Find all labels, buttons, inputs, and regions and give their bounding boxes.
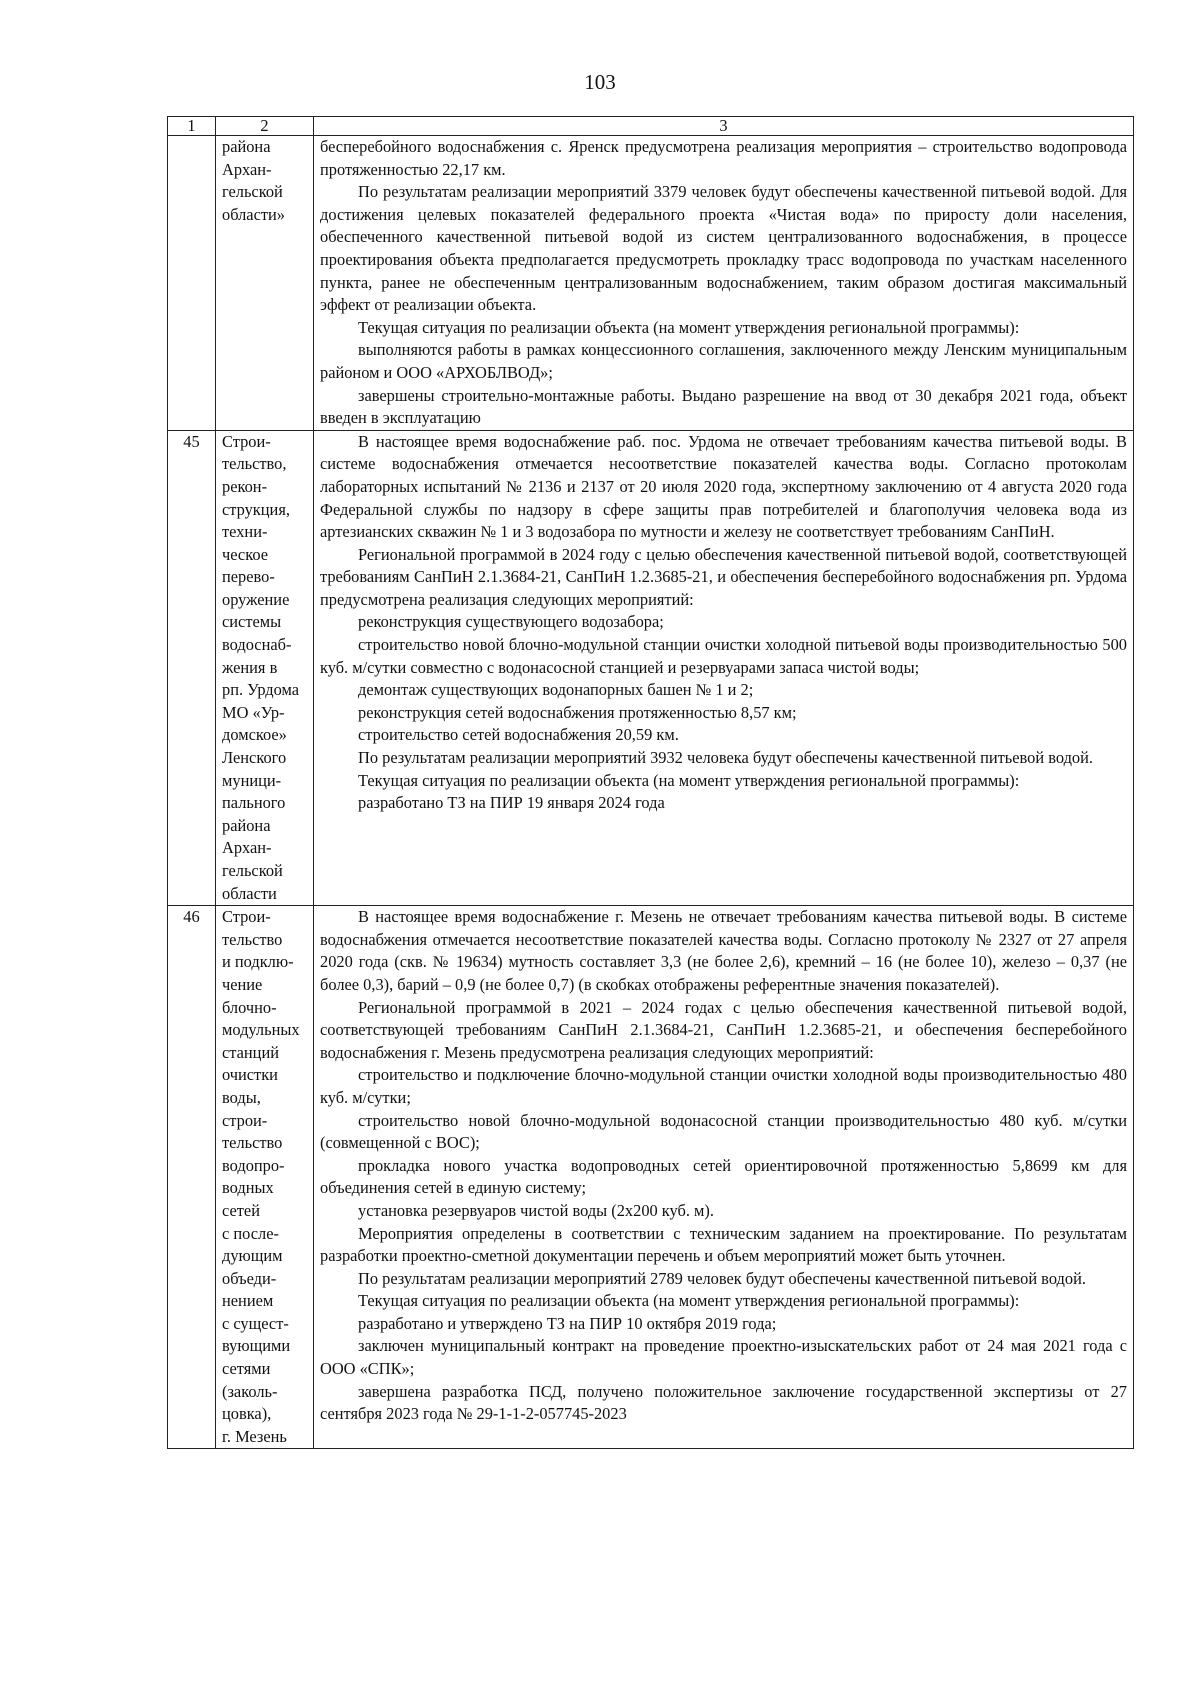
description-paragraph: реконструкция существующего водозабора; [358,612,664,632]
object-name-line: области [222,883,277,903]
table-row [168,430,1134,905]
description-paragraph: разработано ТЗ на ПИР 19 января 2024 года [358,793,665,813]
object-name-line: тельство [222,929,283,949]
description-paragraph: Региональной программой в 2024 году с целью обеспечения качественной питьевой водой, соответствующей требованиям СанПиН 2.1.3684-21, СанПиН 1.2.3685-21, и обеспечения бесперебойного водоснабжения рп. Урдома предусмотрена реализация следующих мероприятий: [320,544,1127,609]
object-name-line: водоснаб- [222,635,292,655]
description-paragraph: Текущая ситуация по реализации объекта (на момент утверждения региональной программы): [358,317,1020,337]
object-name-line: района [222,137,271,156]
object-name-line: воды, [222,1087,261,1107]
object-name-line: гельской [222,861,283,880]
object-name-line: жения в [222,657,278,677]
row-number: 46 [168,906,216,1449]
description-paragraph: разработано и утверждено ТЗ на ПИР 10 октября 2019 года; [358,1313,777,1333]
object-name-line: пального [222,793,286,813]
table-row [168,136,1134,431]
object-name-line: блочно- [222,997,277,1017]
description-paragraph: установка резервуаров чистой воды (2х200 куб. м). [358,1200,714,1220]
object-name-line: строи- [222,1110,268,1130]
object-name-line: с после- [222,1223,279,1243]
object-name-line: перево- [222,567,275,587]
table-header-row [168,117,1134,136]
object-name-line: тельство, [222,454,287,474]
object-name-line: вующими [222,1336,291,1356]
object-name-line: муници- [222,770,282,790]
object-name-line: водных [222,1178,274,1198]
object-name-line: объеди- [222,1268,277,1288]
object-name-line: района [222,815,271,835]
description-paragraph: заключен муниципальный контракт на проведение проектно-изыскательских работ от 24 мая 2021 года с ООО «СПК»; [320,1336,1127,1379]
object-name-line: домское» [222,725,287,745]
description-cell [314,906,1134,1449]
description-paragraph: строительство новой блочно-модульной станции очистки холодной питьевой воды производительностью 500 куб. м/сутки совместно с водонасосной станцией и резервуарами запаса чистой воды; [320,635,1127,677]
description-paragraph: реконструкция сетей водоснабжения протяженностью 8,57 км; [358,702,797,722]
object-name-line: техни- [222,522,268,542]
object-name-line: очистки [222,1065,278,1085]
description-paragraph: Текущая ситуация по реализации объекта (на момент утверждения региональной программы): [358,770,1020,790]
object-name-line: цовка), [222,1404,272,1424]
description-paragraph: Региональной программой в 2021 – 2024 годах с целью обеспечения качественной питьевой водой, соответствующей требованиям СанПиН 2.1.3684-21, СанПиН 1.2.3685-21, и обеспечения бесперебойного водоснабжения г. Мезень предусмотрена реализация следующих мероприятий: [320,997,1127,1062]
description-paragraph: Текущая ситуация по реализации объекта (на момент утверждения региональной программы): [358,1291,1020,1311]
description-paragraph: В настоящее время водоснабжение раб. пос. Урдома не отвечает требованиям качества питьевой воды. В системе водоснабжения отмечается несоответствие показателей качества воды. Согласно протоколам лабораторных испытаний № 2136 и 2137 от 20 июля 2020 года, экспертному заключению от 4 августа 2020 года Федеральной службы по надзору в сфере защиты прав потребителей и благополучия человека вода из артезианских скважин № 1 и 3 водозабора по мутности и железу не соответствует требованиям СанПиН. [320,431,1127,542]
description-cell [314,430,1134,905]
object-name-line: Строи- [222,431,271,451]
description-paragraph: завершены строительно-монтажные работы. Выдано разрешение на ввод от 30 декабря 2021 года, объект введен в эксплуатацию [320,385,1127,428]
object-name-line: Архан- [222,159,272,179]
object-name-line: с сущест- [222,1313,289,1333]
object-name-line: системы [222,612,282,632]
object-name-line: сетей [222,1200,260,1220]
row-number: 45 [168,430,216,905]
header-col-3: 3 [314,117,1134,136]
object-name-line: г. Мезень [222,1426,287,1446]
object-name-line: нением [222,1291,274,1311]
description-paragraph: прокладка нового участка водопроводных сетей ориентировочной протяженностью 5,8699 км для объединения сетей в единую систему; [320,1155,1127,1198]
object-name-line: станций [222,1042,279,1062]
object-name-line: тельство [222,1133,283,1153]
description-paragraph: По результатам реализации мероприятий 3379 человек будут обеспечены качественной питьевой водой. Для достижения целевых показателей федерального проекта «Чистая вода» по приросту доли населения, обеспеченного качественной питьевой водой из систем централизованного водоснабжения, в процессе проектирования объекта предполагается предусмотреть прокладку трасс водопровода по участкам населенного пункта, ранее не обеспеченным централизованным водоснабжением, таким образом достигая максимальный эффект от реализации объекта. [320,182,1127,315]
description-paragraph: строительство новой блочно-модульной водонасосной станции производительностью 480 куб. м/сутки (совмещенной с ВОС); [320,1110,1127,1153]
object-name-line: Ленского [222,748,287,768]
object-name-line: ческое [222,544,269,564]
object-name-line: рп. Урдома [222,680,300,700]
description-paragraph: завершена разработка ПСД, получено положительное заключение государственной экспертизы от 27 сентября 2023 года № 29-1-1-2-057745-2023 [320,1381,1127,1424]
object-name-line: струкция, [222,499,290,519]
description-paragraph: выполняются работы в рамках концессионного соглашения, заключенного между Ленским муниципальным районом и ООО «АРХОБЛВОД»; [320,340,1127,382]
object-name-line: водопро- [222,1155,285,1175]
description-paragraph: строительство и подключение блочно-модульной станции очистки холодной воды производительностью 480 куб. м/сутки; [320,1065,1127,1107]
object-name-line: модульных [222,1020,300,1040]
object-name-cell [216,906,314,1449]
object-name-line: области» [222,204,285,224]
table-body [168,136,1134,1449]
object-name-cell [216,430,314,905]
description-paragraph: По результатам реализации мероприятий 3932 человека будут обеспечены качественной питьевой водой. [358,748,1093,768]
description-paragraph: По результатам реализации мероприятий 2789 человек будут обеспечены качественной питьевой водой. [358,1268,1086,1288]
object-name-line: сетями [222,1359,271,1379]
description-paragraph: Мероприятия определены в соответствии с техническим заданием на проектирование. По результатам разработки проектно-сметной документации перечень и объем мероприятий может быть уточнен. [320,1223,1127,1266]
header-col-1: 1 [168,117,216,136]
object-name-line: чение [222,974,263,994]
program-table [167,116,1134,1449]
page-number: 103 [584,70,616,94]
description-paragraph: бесперебойного водоснабжения с. Яренск предусмотрена реализация мероприятия – строительство водопровода протяженностью 22,17 км. [320,137,1127,179]
object-name-line: МО «Ур- [222,702,285,722]
description-paragraph: строительство сетей водоснабжения 20,59 км. [358,725,679,745]
object-name-line: (заколь- [222,1381,278,1401]
header-col-2: 2 [216,117,314,136]
object-name-line: рекон- [222,476,268,496]
object-name-line: Архан- [222,838,272,858]
object-name-line: гельской [222,182,283,202]
row-number [168,136,216,431]
object-name-line: оружение [222,589,290,609]
description-paragraph: демонтаж существующих водонапорных башен № 1 и 2; [358,680,754,700]
description-cell [314,136,1134,431]
object-name-cell [216,136,314,431]
object-name-line: Строи- [222,907,271,927]
table-row [168,906,1134,1449]
description-paragraph: В настоящее время водоснабжение г. Мезень не отвечает требованиям качества питьевой воды. В системе водоснабжения отмечается несоответствие показателей качества воды. Согласно протоколу № 2327 от 27 апреля 2020 года (скв. № 19634) мутность составляет 3,3 (не более 2,6), кремний – 16 (не более 10), железо – 0,37 (не более 0,3), барий – 0,9 (не более 0,7) (в скобках отображены референтные значения показателей). [320,907,1127,994]
object-name-line: дующим [222,1246,283,1266]
object-name-line: и подклю- [222,952,294,972]
